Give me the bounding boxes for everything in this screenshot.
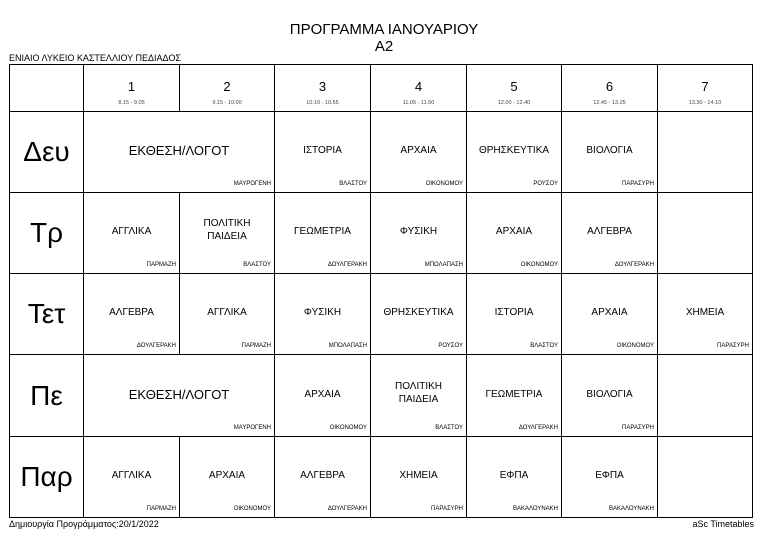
day-header (9, 436, 84, 518)
lesson-subject: ΑΛΓΕΒΡΑ (587, 225, 632, 237)
lesson-cell (466, 111, 562, 193)
lesson-teacher: ΠΑΡΑΣΥΡΗ (717, 343, 749, 349)
empty-cell (657, 354, 753, 437)
lesson-subject: ΕΚΘΕΣΗ/ΛΟΓΟΤ (128, 142, 230, 158)
period-time: 11.05 - 11.50 (402, 100, 435, 106)
timetable-title: ΠΡΟΓΡΑΜΜΑ ΙΑΝΟΥΑΡΙΟΥ (289, 21, 479, 38)
corner-cell (9, 64, 84, 112)
lesson-teacher: ΟΙΚΟΝΟΜΟΥ (233, 506, 271, 512)
lesson-cell (370, 111, 467, 193)
lesson-subject: ΘΡΗΣΚΕΥΤΙΚΑ (383, 306, 454, 318)
lesson-subject: ΑΡΧΑΙΑ (208, 469, 246, 481)
lesson-teacher: ΠΑΡΜΑΖΗ (241, 343, 271, 349)
lesson-cell (561, 436, 658, 518)
day-label: Τετ (27, 298, 66, 329)
lesson-teacher: ΔΟΥΛΓΕΡΑΚΗ (518, 425, 558, 431)
lesson-teacher: ΔΟΥΛΓΕΡΑΚΗ (327, 262, 367, 268)
lesson-cell (561, 273, 658, 355)
lesson-cell (466, 273, 562, 355)
lesson-cell (274, 111, 371, 193)
lesson-subject: ΓΕΩΜΕΤΡΙΑ (294, 225, 351, 237)
lesson-cell (83, 111, 275, 193)
period-time: 12.45 - 13.25 (593, 100, 626, 106)
lesson-subject: ΑΛΓΕΒΡΑ (300, 469, 345, 481)
generator-brand: aSc Timetables (692, 519, 754, 529)
period-header (657, 64, 753, 112)
lesson-cell (466, 354, 562, 437)
lesson-cell (561, 111, 658, 193)
lesson-teacher: ΟΙΚΟΝΟΜΟΥ (329, 425, 367, 431)
lesson-subject: ΠΟΛΙΤΙΚΗ ΠΑΙΔΕΙΑ (394, 380, 443, 405)
class-name: Α2 (374, 38, 394, 55)
lesson-subject: ΘΡΗΣΚΕΥΤΙΚΑ (478, 144, 550, 156)
period-number: 4 (414, 79, 423, 94)
empty-cell (657, 192, 753, 274)
period-header (370, 64, 467, 112)
period-number: 2 (223, 79, 231, 94)
period-number: 1 (127, 79, 136, 94)
lesson-cell (561, 354, 658, 437)
lesson-cell (370, 273, 467, 355)
lesson-teacher: ΡΟΥΣΟΥ (438, 343, 463, 349)
lesson-subject: ΒΙΟΛΟΓΙΑ (586, 144, 633, 156)
lesson-cell (561, 192, 658, 274)
lesson-cell (274, 354, 371, 437)
lesson-cell (179, 192, 275, 274)
lesson-cell (370, 436, 467, 518)
lesson-teacher: ΠΑΡΑΣΥΡΗ (431, 506, 463, 512)
period-time: 8.15 - 9.05 (118, 100, 145, 106)
lesson-teacher: ΒΛΑΣΤΟΥ (243, 262, 271, 268)
lesson-teacher: ΠΑΡΜΑΖΗ (146, 262, 176, 268)
lesson-teacher: ΒΑΚΑΛΟΥΝΑΚΗ (512, 506, 558, 512)
lesson-teacher: ΡΟΥΣΟΥ (533, 181, 558, 187)
day-label: Παρ (20, 461, 73, 492)
lesson-teacher: ΜΑΥΡΟΓΕΝΗ (233, 425, 271, 431)
lesson-subject: ΑΓΓΛΙΚΑ (207, 306, 247, 318)
lesson-cell (83, 192, 180, 274)
lesson-subject: ΧΗΜΕΙΑ (685, 306, 725, 318)
period-number: 6 (605, 79, 614, 94)
period-time: 13.30 - 14.10 (688, 100, 722, 106)
lesson-subject: ΕΦΠΑ (499, 469, 529, 481)
lesson-subject: ΑΡΧΑΙΑ (304, 388, 341, 400)
lesson-teacher: ΜΠΟΛΑΠΑΣΗ (328, 343, 367, 349)
lesson-teacher: ΜΑΥΡΟΓΕΝΗ (233, 181, 271, 187)
day-header (9, 192, 84, 274)
lesson-cell (657, 273, 753, 355)
period-time: 9.15 - 10.00 (212, 100, 242, 106)
lesson-teacher: ΒΑΚΑΛΟΥΝΑΚΗ (608, 506, 654, 512)
lesson-teacher: ΔΟΥΛΓΕΡΑΚΗ (614, 262, 654, 268)
day-label: Πε (30, 379, 63, 411)
lesson-teacher: ΟΙΚΟΝΟΜΟΥ (425, 181, 463, 187)
lesson-cell (179, 436, 275, 518)
lesson-subject: ΦΥΣΙΚΗ (303, 306, 342, 318)
lesson-subject: ΠΟΛΙΤΙΚΗ ΠΑΙΔΕΙΑ (203, 217, 251, 242)
school-name: ΕΝΙΑΙΟ ΛΥΚΕΙΟ ΚΑΣΤΕΛΛΙΟΥ ΠΕΔΙΑΔΟΣ (9, 53, 181, 63)
lesson-subject: ΧΗΜΕΙΑ (399, 469, 438, 481)
lesson-teacher: ΟΙΚΟΝΟΜΟΥ (520, 262, 558, 268)
lesson-cell (274, 192, 371, 274)
period-header (179, 64, 275, 112)
lesson-subject: ΕΦΠΑ (595, 469, 624, 481)
period-number: 7 (701, 79, 709, 94)
period-number: 5 (510, 79, 518, 94)
lesson-subject: ΒΙΟΛΟΓΙΑ (586, 388, 633, 400)
lesson-teacher: ΔΟΥΛΓΕΡΑΚΗ (327, 506, 367, 512)
lesson-cell (370, 354, 467, 437)
day-header (9, 111, 84, 193)
lesson-subject: ΑΓΓΛΙΚΑ (111, 469, 152, 481)
day-header (9, 273, 84, 355)
lesson-teacher: ΔΟΥΛΓΕΡΑΚΗ (136, 343, 176, 349)
day-label: Δευ (23, 136, 70, 167)
period-time: 10.10 - 10.55 (306, 100, 339, 106)
lesson-cell (274, 436, 371, 518)
lesson-cell (83, 436, 180, 518)
lesson-teacher: ΒΛΑΣΤΟΥ (435, 425, 463, 431)
lesson-cell (466, 436, 562, 518)
period-time: 12.00 - 12.40 (497, 100, 531, 106)
empty-cell (657, 436, 753, 518)
lesson-subject: ΑΓΓΛΙΚΑ (111, 225, 152, 237)
lesson-subject: ΑΡΧΑΙΑ (495, 225, 533, 237)
period-number: 3 (318, 79, 327, 94)
day-header (9, 354, 84, 437)
created-date: Δημιουργία Προγράμματος:20/1/2022 (9, 519, 159, 529)
lesson-subject: ΙΣΤΟΡΙΑ (303, 144, 342, 156)
lesson-cell (179, 273, 275, 355)
lesson-teacher: ΒΛΑΣΤΟΥ (339, 181, 367, 187)
lesson-subject: ΑΡΧΑΙΑ (591, 306, 628, 318)
lesson-teacher: ΟΙΚΟΝΟΜΟΥ (616, 343, 654, 349)
lesson-subject: ΓΕΩΜΕΤΡΙΑ (485, 388, 543, 400)
lesson-teacher: ΠΑΡΑΣΥΡΗ (622, 181, 654, 187)
lesson-subject: ΑΛΓΕΒΡΑ (109, 306, 154, 318)
lesson-teacher: ΠΑΡΑΣΥΡΗ (622, 425, 654, 431)
day-label: Τρ (29, 217, 64, 248)
lesson-teacher: ΜΠΟΛΑΠΑΣΗ (424, 262, 463, 268)
lesson-teacher: ΠΑΡΜΑΖΗ (146, 506, 176, 512)
lesson-cell (83, 273, 180, 355)
period-header (561, 64, 658, 112)
lesson-teacher: ΒΛΑΣΤΟΥ (530, 343, 558, 349)
period-header (466, 64, 562, 112)
period-header (83, 64, 180, 112)
empty-cell (657, 111, 753, 193)
lesson-subject: ΑΡΧΑΙΑ (400, 144, 437, 156)
lesson-subject: ΦΥΣΙΚΗ (399, 225, 438, 237)
lesson-cell (274, 273, 371, 355)
lesson-subject: ΕΚΘΕΣΗ/ΛΟΓΟΤ (128, 386, 230, 402)
lesson-cell (466, 192, 562, 274)
lesson-cell (370, 192, 467, 274)
lesson-cell (83, 354, 275, 437)
period-header (274, 64, 371, 112)
lesson-subject: ΙΣΤΟΡΙΑ (494, 306, 534, 318)
